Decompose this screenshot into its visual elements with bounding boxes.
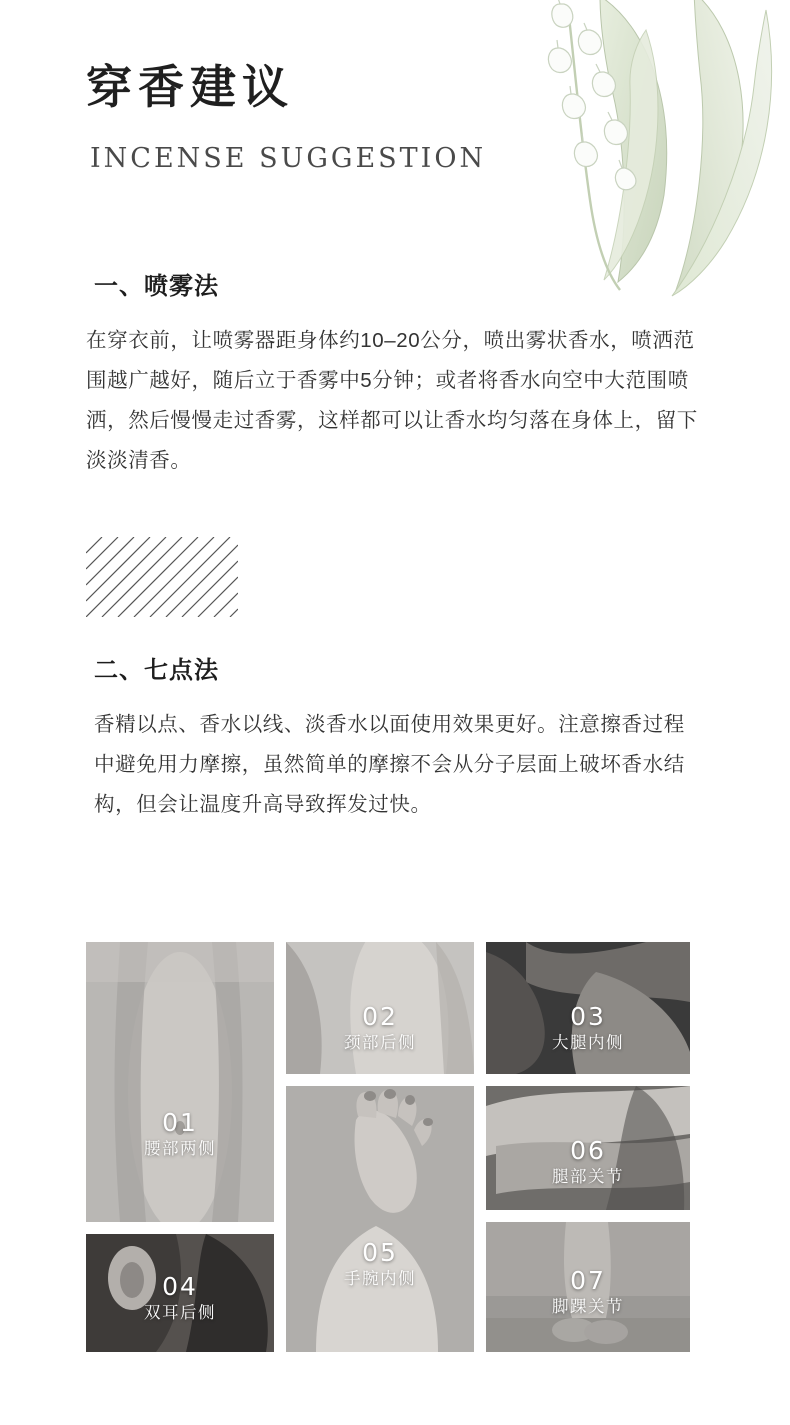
grid-item[interactable] bbox=[86, 1234, 274, 1352]
grid-caption bbox=[286, 1003, 474, 1054]
grid-number: 07 bbox=[570, 1265, 606, 1295]
grid-number: 02 bbox=[362, 1001, 398, 1031]
grid-label: 脚踝关节 bbox=[552, 1298, 624, 1317]
grid-item[interactable] bbox=[286, 1086, 474, 1352]
grid-caption bbox=[486, 1003, 690, 1054]
section-seven-body: 香精以点、香水以线、淡香水以面使用效果更好。注意擦香过程中避免用力摩擦，虽然简单的摩擦不会从分子层面上破坏香水结构，但会让温度升高导致挥发过快。 bbox=[94, 713, 685, 816]
section-seven-point-method bbox=[86, 650, 698, 825]
grid-label: 腰部两侧 bbox=[144, 1140, 216, 1159]
grid-number: 05 bbox=[362, 1237, 398, 1267]
section-spray-body: 在穿衣前，让喷雾器距身体约10–20公分，喷出雾状香水，喷洒范围越广越好，随后立于香雾中5分钟；或者将香水向空中大范围喷洒，然后慢慢走过香雾，这样都可以让香水均匀落在身体上，留下淡淡清香。 bbox=[86, 329, 698, 472]
application-points-grid bbox=[86, 942, 690, 1352]
grid-label: 手腕内侧 bbox=[344, 1270, 416, 1289]
grid-label: 颈部后侧 bbox=[344, 1034, 416, 1053]
grid-number: 01 bbox=[162, 1107, 198, 1137]
grid-caption bbox=[86, 1273, 274, 1324]
grid-caption bbox=[486, 1267, 690, 1318]
grid-item[interactable] bbox=[486, 1086, 690, 1210]
grid-number: 04 bbox=[162, 1271, 198, 1301]
grid-item[interactable] bbox=[486, 942, 690, 1074]
page-subtitle: INCENSE SUGGESTION bbox=[90, 143, 487, 175]
grid-caption bbox=[286, 1239, 474, 1290]
grid-caption bbox=[486, 1137, 690, 1188]
section-seven-heading: 二、七点法 bbox=[94, 656, 219, 684]
photo-inner-wrist bbox=[286, 1086, 474, 1352]
page-title: 穿香建议 bbox=[86, 60, 294, 114]
grid-number: 06 bbox=[570, 1135, 606, 1165]
grid-label: 大腿内侧 bbox=[552, 1034, 624, 1053]
grid-item[interactable] bbox=[486, 1222, 690, 1352]
grid-item[interactable] bbox=[286, 942, 474, 1074]
grid-label: 腿部关节 bbox=[552, 1168, 624, 1187]
section-spray-method bbox=[86, 266, 698, 481]
section-spray-heading: 一、喷雾法 bbox=[94, 272, 219, 300]
grid-item[interactable] bbox=[86, 942, 274, 1222]
page-header bbox=[86, 60, 646, 174]
grid-caption bbox=[86, 1109, 274, 1160]
photo-waist-sides bbox=[86, 942, 274, 1222]
diagonal-hatch-ornament bbox=[86, 537, 238, 617]
grid-label: 双耳后侧 bbox=[144, 1304, 216, 1323]
grid-number: 03 bbox=[570, 1001, 606, 1031]
